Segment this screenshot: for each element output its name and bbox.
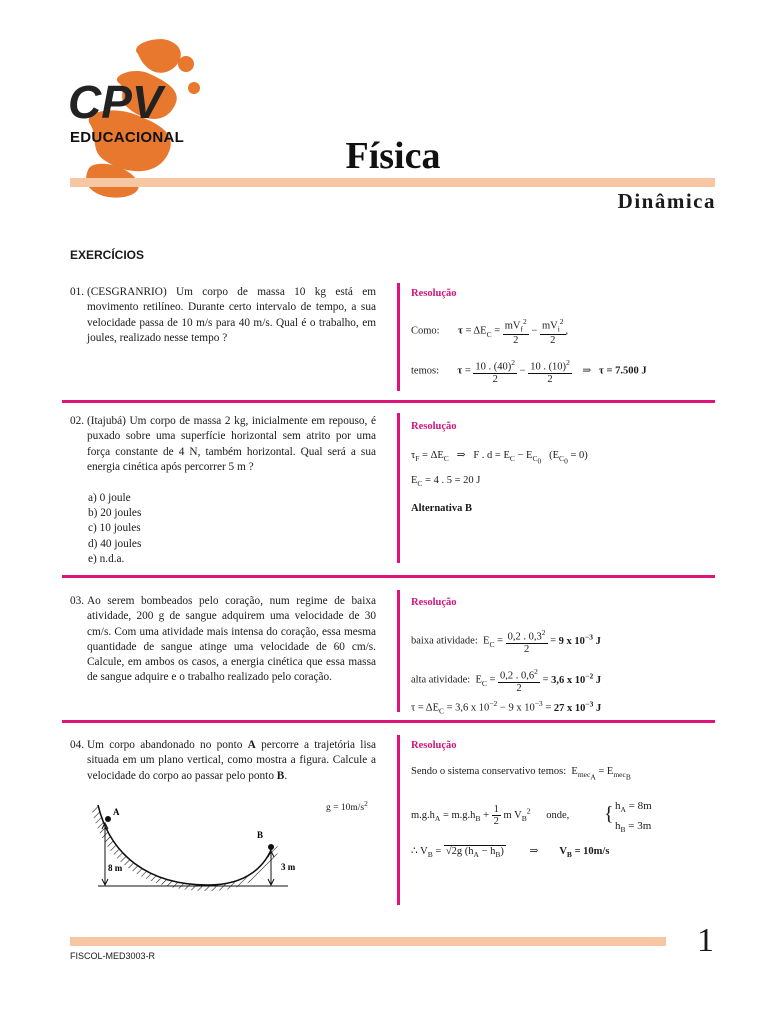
answer-02: Alternativa B	[411, 503, 472, 514]
question-divider	[62, 720, 715, 723]
point-a-marker	[105, 816, 111, 822]
footer-band	[70, 937, 666, 946]
resolution-04-heights: $h_A = 8m$ $h_B = 3m$	[615, 800, 652, 835]
question-04	[70, 738, 376, 784]
resolution-02-line1: $\tau_F = \Delta E_C$ ⇒ F . $d = E_C - E_{C_0}$ $(E_{C_0} = 0)$	[411, 450, 588, 466]
resolution-heading: Resolução	[411, 740, 457, 751]
brace: {	[604, 803, 614, 825]
option-c: c) 10 joules	[88, 522, 141, 535]
resolution-heading: Resolução	[411, 597, 457, 608]
point-a-label: A	[113, 807, 120, 817]
point-b-marker	[268, 844, 274, 850]
resolution-01-line2: temos: τ = $\frac{10 . (40)^2}{2}$ − $\frac{10 . (10)^2}{2}$ ⇒ τ = 7.500 J	[411, 358, 647, 385]
logo-wordmark: CPV	[68, 76, 163, 128]
answer-options	[88, 491, 141, 567]
question-text: Ao serem bombeados pelo coração, num regime de baixa atividade, 200 g de sangue adquirem uma velocidade de 30 cm/s. Com uma atividade mais intensa do coração, essa mesma quantidade de sangue atinge uma velocidade de 60 cm/s. Calcule, em ambos os casos, a energia cinética que essa massa de sangue adquire e o trabalho realizado pelo coração.	[87, 595, 376, 684]
question-number: 02.	[70, 415, 85, 427]
section-heading: EXERCÍCIOS	[70, 248, 145, 262]
page-number: 1	[697, 922, 714, 959]
page-subtitle: Dinâmica	[617, 189, 716, 213]
logo-subtext: EDUCACIONAL	[70, 129, 185, 146]
question-number: 01.	[70, 286, 85, 298]
question-text: (CESGRANRIO) Um corpo de massa 10 kg está em movimento retilíneo. Durante certo intervalo de tempo, a sua velocidade passa de 10 m/s para 40 m/s. Qual é o trabalho, em joules, realizado nesse tempo ?	[87, 286, 376, 344]
option-b: b) 20 joules	[88, 507, 142, 520]
resolution-heading: Resolução	[411, 288, 457, 299]
resolution-03-line2: alta atividade: $E_C$ = $\frac{0,2 . 0,6^2}{2}$ = 3,6 x $10^{-2}$ J	[411, 667, 602, 694]
header-band	[70, 178, 715, 187]
question-text: (Itajubá) Um corpo de massa 2 kg, inicialmente em repouso, é puxado sobre uma superfície horizontal sem atrito por uma força constante de 4 N, também horizontal. Qual será a sua energia cinética após percorrer 5 m ?	[87, 415, 376, 473]
option-e: e) n.d.a.	[88, 552, 125, 565]
column-divider	[397, 413, 400, 563]
question-number: 03.	[70, 595, 85, 607]
resolution-04-line2: $m.g.h_A = m.g.h_B$ + $\frac{1}{2}$ m $V_B^2$ onde,	[411, 804, 570, 827]
resolution-03-line3: $\tau = \Delta E_C = 3,6$ x $10^{-2} - 9$ x $10^{-3} = 27$ x $10^{-3}$ J	[411, 699, 602, 716]
resolution-02-line2: $E_C = 4$ . 5 = 20 J	[411, 475, 481, 489]
question-divider	[62, 400, 715, 403]
height-a-label: 8 m	[108, 863, 123, 873]
height-b-label: 3 m	[281, 862, 296, 872]
gravity-label: $g = 10m/s^2$	[326, 799, 368, 814]
footer-code: FISCOL-MED3003-R	[70, 951, 156, 961]
resolution-03-line1: baixa atividade: $E_C$ = $\frac{0,2 . 0,3^2}{2}$ = 9 x $10^{-3}$ J	[411, 628, 601, 655]
track-curve	[98, 805, 273, 885]
option-a: a) 0 joule	[88, 492, 131, 504]
question-02	[70, 414, 376, 475]
page-title: Física	[345, 135, 441, 177]
question-text: Um corpo abandonado no ponto A percorre a trajetória lisa situada em um plano vertical, como mostra a figura. Calcule a velocidade do corpo ao passar pelo ponto B.	[87, 739, 376, 782]
answer-01: τ = 7.500 J	[599, 365, 647, 377]
option-d: d) 40 joules	[88, 537, 142, 550]
column-divider	[397, 283, 400, 391]
column-divider	[397, 590, 400, 712]
question-number: 04.	[70, 739, 85, 751]
column-divider	[397, 735, 400, 905]
question-01	[70, 285, 376, 346]
answer-04: V	[559, 846, 567, 857]
resolution-04-line3: ∴ $V_B = √2g$ $(h_A - h_B)$ ⇒ $V_B = 10m/s$	[411, 846, 610, 860]
resolution-01-line1: Como: $\tau = \Delta E_C$ = $\frac{mV_f^2}{2}$ − $\frac{mV_i^2}{2}$ ,	[411, 317, 569, 346]
resolution-04-line1: Sendo o sistema conservativo temos: $E_{mec_A} = E_{mec_B}$	[411, 766, 631, 782]
point-b-label: B	[257, 830, 264, 840]
question-03	[70, 594, 376, 686]
resolution-heading: Resolução	[411, 421, 457, 432]
question-divider	[62, 575, 715, 578]
